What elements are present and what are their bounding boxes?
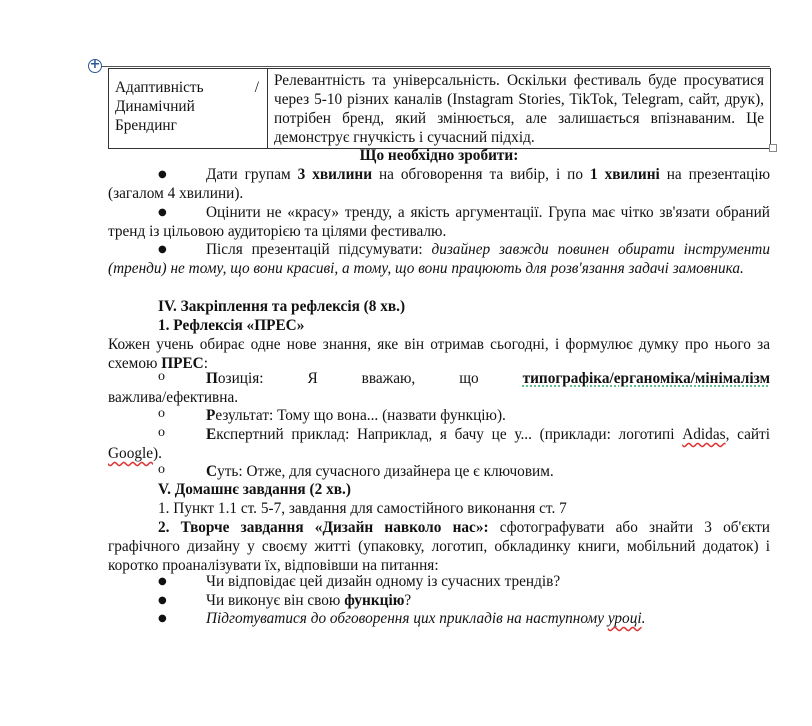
circle-bullet-icon: o bbox=[158, 462, 165, 477]
section5-heading: V. Домашнє завдання (2 хв.) bbox=[158, 481, 351, 498]
pres-e-pre: кспертний приклад: Наприклад, я бачу це у... (приклади: логотипі bbox=[216, 426, 683, 443]
todo-b3-italic: дизайнер завжди повинен обирати інструменти (тренди) не тому, що вони красиві, а тому, що вони працюють для розв'язання задачі замовника. bbox=[108, 241, 770, 277]
q3-squiggle: уроці bbox=[607, 610, 642, 627]
circle-bullet-icon: o bbox=[158, 425, 165, 440]
section4-subheading: 1. Рефлексія «ПРЕС» bbox=[158, 317, 305, 334]
pres-e-adidas: Adidas bbox=[682, 426, 726, 443]
s4-intro-bold: ПРЕС bbox=[161, 355, 204, 372]
pres-p-line1[interactable] bbox=[206, 369, 770, 388]
todo-b3-pre: Після презентацій підсумувати: bbox=[206, 241, 432, 258]
table-row bbox=[109, 69, 771, 149]
todo-bullet-3[interactable] bbox=[108, 240, 770, 278]
q2-bold: функцію bbox=[344, 592, 405, 609]
todo-b1-pre: Дати групам bbox=[206, 166, 298, 183]
homework-item-2[interactable] bbox=[108, 518, 770, 575]
bullet-icon: ● bbox=[158, 169, 167, 180]
pres-p-letter: П bbox=[206, 370, 218, 387]
todo-b1-mid: на обговорення та вибір, і по bbox=[372, 166, 590, 183]
s4-intro-post: : bbox=[203, 355, 208, 372]
homework-item-2-rest: сфотографувати або знайти 3 об'єкти графічного дизайну у своєму житті (упаковку, логотип, обкладинку книги, мобільний додаток) і коротко проаналізувати їх, відповівши на питання: bbox=[108, 519, 770, 574]
criterion-name-line1: Адаптивність bbox=[115, 79, 204, 96]
criterion-description-cell[interactable]: Релевантність та універсальність. Оскільки фестиваль буде просуватися через 5-10 різних каналів (Instagram Stories, TikTok, Telegram, сайт, друк), потрібен бренд, який змінюється, але залишається впізнаваним. Це демонструє гнучкість і сучасний підхід. bbox=[268, 69, 771, 149]
homework-question-1[interactable]: Чи відповідає цей дизайн одному із сучасних трендів? bbox=[206, 573, 561, 590]
section4-intro[interactable] bbox=[108, 335, 770, 373]
q3-pre: Підготуватися до обговорення цих прикладів на наступному bbox=[206, 610, 608, 627]
pres-e-letter: Е bbox=[206, 426, 217, 443]
criterion-slash: / bbox=[254, 79, 259, 96]
circle-bullet-icon: o bbox=[158, 406, 165, 421]
pres-r-text: езультат: Тому що вона... (назвати функцію). bbox=[215, 407, 506, 424]
homework-question-3[interactable] bbox=[206, 609, 770, 628]
table-top-rule bbox=[96, 66, 770, 67]
pres-p-pre: озиція: Я вважаю, що bbox=[217, 370, 523, 387]
pres-r-letter: Р bbox=[206, 407, 216, 424]
section4-heading: IV. Закріплення та рефлексія (8 хв.) bbox=[158, 298, 406, 315]
pres-p-bold: типографіка/ерганоміка/мінімалізм bbox=[522, 370, 770, 387]
homework-question-2[interactable] bbox=[206, 591, 770, 610]
pres-s-letter: С bbox=[206, 463, 218, 480]
homework-item-1[interactable]: 1. Пункт 1.1 ст. 5-7, завдання для самостійного виконання ст. 7 bbox=[158, 500, 567, 517]
q3-post: . bbox=[641, 610, 646, 627]
bullet-icon: ● bbox=[158, 207, 167, 218]
todo-bullet-1[interactable] bbox=[108, 165, 770, 203]
table-resize-handle-icon[interactable] bbox=[769, 144, 777, 152]
pres-s[interactable] bbox=[206, 462, 770, 481]
homework-item-2-bold: 2. Творче завдання «Дизайн навколо нас»: bbox=[158, 519, 489, 536]
criterion-name-line2: Динамічний bbox=[115, 98, 195, 115]
criteria-table bbox=[108, 68, 771, 149]
pres-e-mid: , сайті bbox=[725, 426, 770, 443]
criterion-name-cell[interactable] bbox=[109, 69, 268, 149]
pres-e-google: Google bbox=[108, 445, 154, 462]
q2-post: ? bbox=[404, 592, 412, 609]
pres-e-post: ). bbox=[153, 445, 162, 462]
s4-intro-pre: Кожен учень обирає одне нове знання, яке він отримав сьогодні, і формулює думку про нього за схемою bbox=[108, 336, 770, 372]
pres-r[interactable] bbox=[206, 406, 770, 425]
bullet-icon: ● bbox=[158, 576, 167, 587]
bullet-icon: ● bbox=[158, 244, 167, 255]
q2-pre: Чи виконує він свою bbox=[206, 592, 345, 609]
criterion-name-line3: Брендинг bbox=[115, 117, 177, 134]
pres-s-text: уть: Отже, для сучасного дизайнера це є ключовим. bbox=[217, 463, 554, 480]
circle-bullet-icon: o bbox=[158, 369, 165, 384]
bullet-icon: ● bbox=[158, 595, 167, 606]
todo-bullet-2[interactable]: Оцінити не «красу» тренду, а якість аргументації. Група має чітко зв'язати обраний тренд із цільовою аудиторією та цілями фестивалю. bbox=[108, 204, 770, 240]
todo-heading: Що необхідно зробити: bbox=[359, 147, 519, 164]
bullet-icon: ● bbox=[158, 613, 167, 624]
todo-b1-post: на презентацію (загалом 4 хвилини). bbox=[108, 166, 771, 202]
todo-b1-bold2: 1 хвилині bbox=[589, 166, 660, 183]
table-move-handle-icon[interactable]: + bbox=[89, 57, 101, 72]
todo-b1-bold1: 3 хвилини bbox=[297, 166, 373, 183]
pres-p-line2: важлива/ефективна. bbox=[108, 389, 239, 406]
pres-e[interactable] bbox=[108, 425, 770, 463]
